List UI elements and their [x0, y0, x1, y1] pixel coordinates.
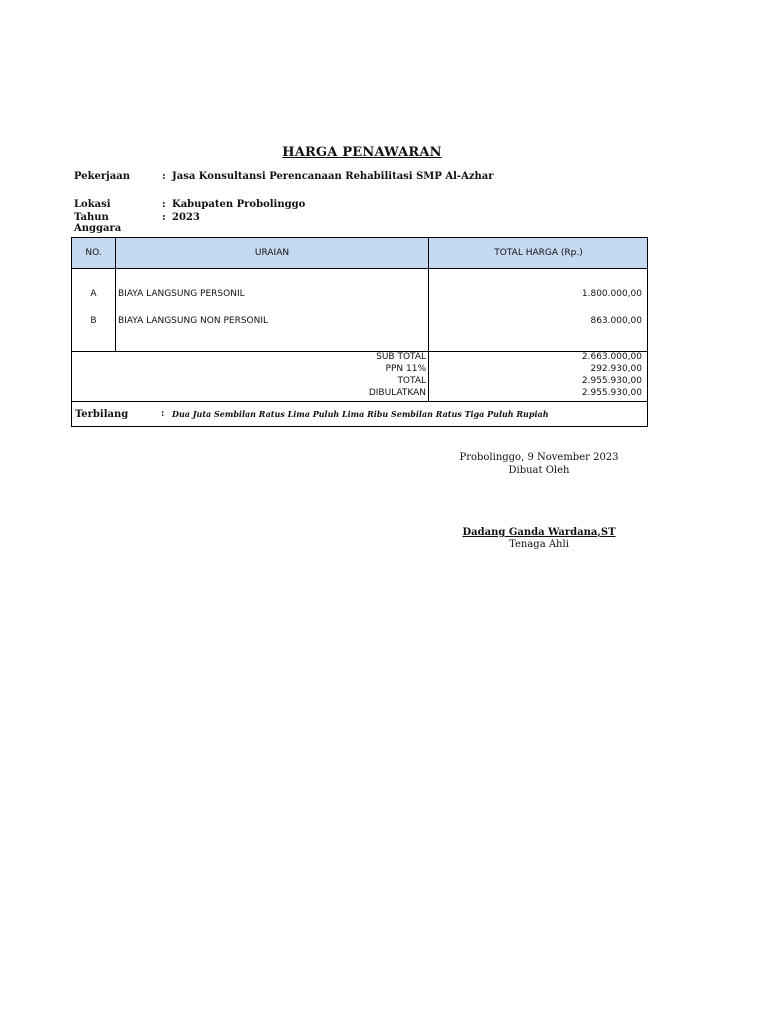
signature-made-by: Dibuat Oleh — [508, 465, 570, 476]
price-table — [71, 237, 648, 427]
signature-place-date: Probolinggo, 9 November 2023 — [459, 452, 619, 463]
summary-label: TOTAL — [397, 376, 426, 386]
col-divider — [115, 238, 116, 351]
summary-label: SUB TOTAL — [376, 352, 426, 362]
col-divider — [428, 238, 429, 401]
header-uraian: URAIAN — [254, 248, 290, 258]
summary-label: PPN 11% — [385, 364, 426, 374]
signature-name: Dadang Ganda Wardana,ST — [462, 527, 616, 538]
row-uraian: BIAYA LANGSUNG NON PERSONIL — [118, 316, 269, 326]
row-uraian: BIAYA LANGSUNG PERSONIL — [118, 289, 245, 299]
row-no: B — [90, 316, 97, 326]
summary-value: 2.663.000,00 — [581, 352, 642, 362]
info-value-lokasi: Kabupaten Probolinggo — [172, 199, 306, 210]
document-title: HARGA PENAWARAN — [282, 145, 442, 160]
summary-value: 292.930,00 — [590, 364, 642, 374]
summary-label: DIBULATKAN — [368, 388, 426, 398]
terbilang-label: Terbilang — [75, 409, 129, 420]
summary-value: 2.955.930,00 — [581, 388, 642, 398]
info-label-tahun-anggara: Tahun Anggara — [74, 212, 122, 234]
terbilang-value: Dua Juta Sembilan Ratus Lima Puluh Lima Ribu Sembilan Ratus Tiga Puluh Rupiah — [172, 409, 549, 419]
row-no: A — [90, 289, 97, 299]
row-total: 863.000,00 — [590, 316, 642, 326]
row-total: 1.800.000,00 — [581, 289, 642, 299]
row-divider — [72, 401, 647, 402]
header-total-harga: TOTAL HARGA (Rp.) — [494, 248, 583, 258]
info-colon: : — [162, 199, 166, 210]
terbilang-colon: : — [161, 409, 165, 419]
table-header — [72, 238, 647, 269]
info-colon: : — [162, 212, 166, 223]
info-value-tahun-anggara: 2023 — [172, 212, 200, 223]
info-label-pekerjaan: Pekerjaan — [74, 171, 131, 182]
info-value-pekerjaan: Jasa Konsultansi Perencanaan Rehabilitasi SMP Al-Azhar — [172, 171, 494, 182]
info-label-lokasi: Lokasi — [74, 199, 111, 210]
header-no: NO. — [85, 248, 102, 258]
signature-role: Tenaga Ahli — [509, 539, 569, 550]
info-colon: : — [162, 171, 166, 182]
summary-value: 2.955.930,00 — [581, 376, 642, 386]
